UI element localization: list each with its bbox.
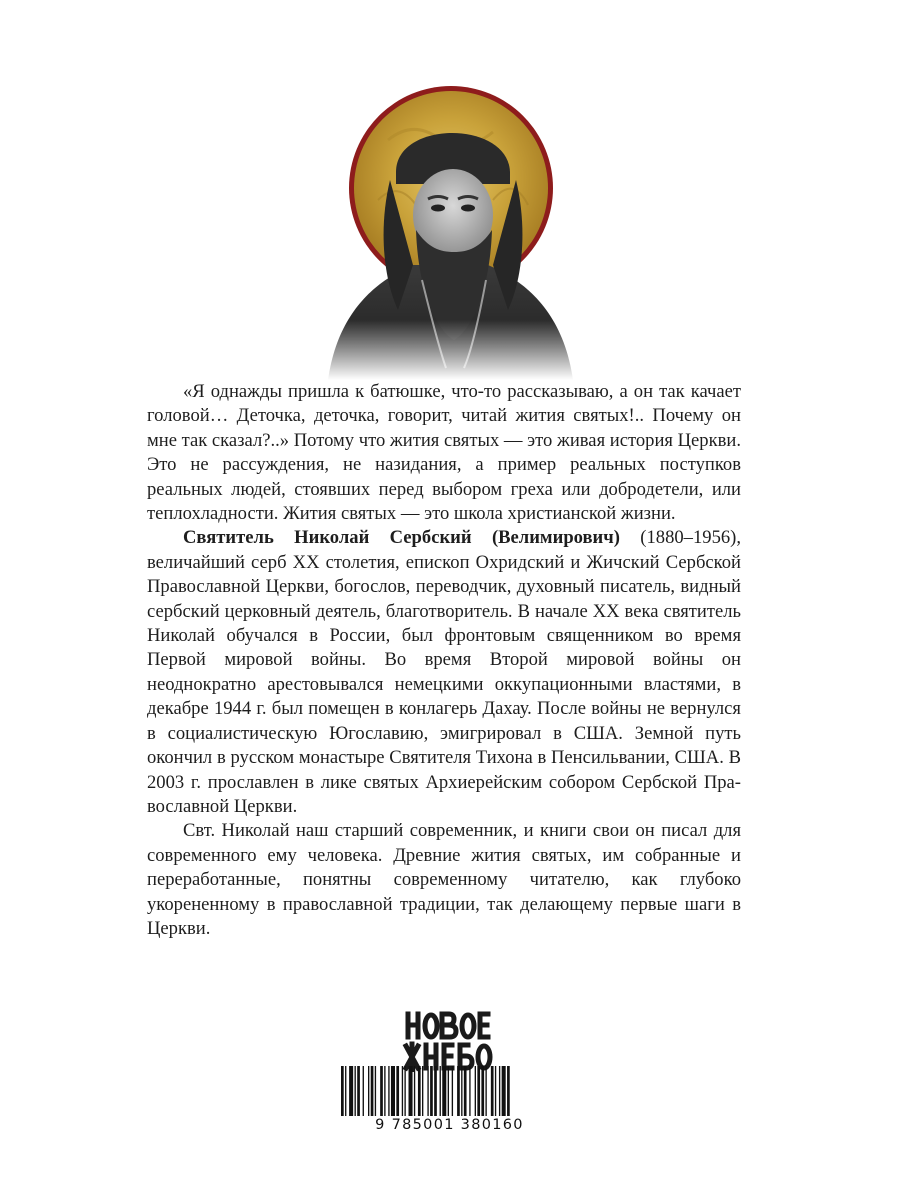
barcode-bar (384, 1066, 385, 1118)
barcode-bar (485, 1066, 486, 1118)
barcode-bar (414, 1066, 415, 1118)
barcode-bar (477, 1066, 480, 1118)
publisher-logo (402, 1010, 494, 1072)
barcode-bar (452, 1066, 453, 1118)
barcode-bar (440, 1066, 441, 1118)
barcode-bar (349, 1066, 353, 1118)
barcode-bar (375, 1066, 376, 1118)
barcode (337, 1066, 562, 1136)
intro-paragraph: «Я однажды пришла к батюшке, что-то рассказываю, а он так качает головой… Деточка, деточка, говорит, читай жития святых!.. Почему он мне так сказал?..» Потому что жития святых — это живая история Церкви. Это не рассуждения, не назидания, а пример реальных поступков реальных людей, стоявших перед выбором греха или добродетели, или теплохладности. Жития святых — это школа христианской жизни. (147, 381, 741, 525)
barcode-bar (355, 1066, 356, 1118)
barcode-bar (418, 1066, 421, 1118)
barcode-bar (448, 1066, 449, 1118)
barcode-bar (427, 1066, 428, 1118)
barcode-bar (422, 1066, 423, 1118)
isbn-number: 9 785001 380160 (337, 1116, 562, 1134)
saint-portrait (318, 80, 583, 380)
barcode-bar (396, 1066, 399, 1118)
barcode-bar (434, 1066, 437, 1118)
barcode-bar (442, 1066, 446, 1118)
barcode-bar (380, 1066, 383, 1118)
barcode-bar (409, 1066, 413, 1118)
barcode-bar (391, 1066, 395, 1118)
barcode-bar (402, 1066, 403, 1118)
barcode-bar (461, 1066, 462, 1118)
back-cover-text (147, 380, 741, 941)
barcode-bar (363, 1066, 364, 1118)
barcode-bar (368, 1066, 369, 1118)
barcode-bar (457, 1066, 460, 1118)
barcode-bar (469, 1066, 470, 1118)
barcode-bar (430, 1066, 433, 1118)
bio-text: (1880–1956), величайший серб XX столетия, епископ Охридский и Жичский Сербской Православной Церкви, богослов, переводчик, духовный писатель, видный сербский церковный деятель, благотворитель. В начале XX века святитель Николай обучался в России, был фронтовым священником во время Первой мировой войны. Во время Второй мировой войны он неоднократно арестовывался немецкими оккупационными властями, в декабре 1944 г. был помещен в конлагерь Дахау. После войны не вернулся в социалистическую Югославию, эмигрировал в США. Земной путь окончил в русском монастыре Святителя Тихона в Пенсильвании, США. В 2003 г. прославлен в лике святых Архиерейским собором Сербской Православной Церкви. (147, 527, 742, 817)
barcode-bar (371, 1066, 374, 1118)
barcode-bar (475, 1066, 476, 1118)
barcode-bar (464, 1066, 467, 1118)
barcode-bar (357, 1066, 360, 1118)
barcode-bar (495, 1066, 496, 1118)
barcode-bar (404, 1066, 405, 1118)
saint-name: Святитель Николай Сербский (Велимирович) (183, 527, 620, 549)
barcode-bar (491, 1066, 494, 1118)
bio-paragraph (147, 526, 741, 819)
barcode-bar (388, 1066, 389, 1118)
barcode-bar (481, 1066, 484, 1118)
barcode-bar (499, 1066, 500, 1118)
closing-paragraph: Свт. Николай наш старший современник, и книги свои он писал для современного ему человека. Древние жития святых, им собранные и переработанные, понятны современному читателю, как глубоко укорененному в православной традиции, так делающему первые шаги в Церкви. (147, 820, 741, 939)
